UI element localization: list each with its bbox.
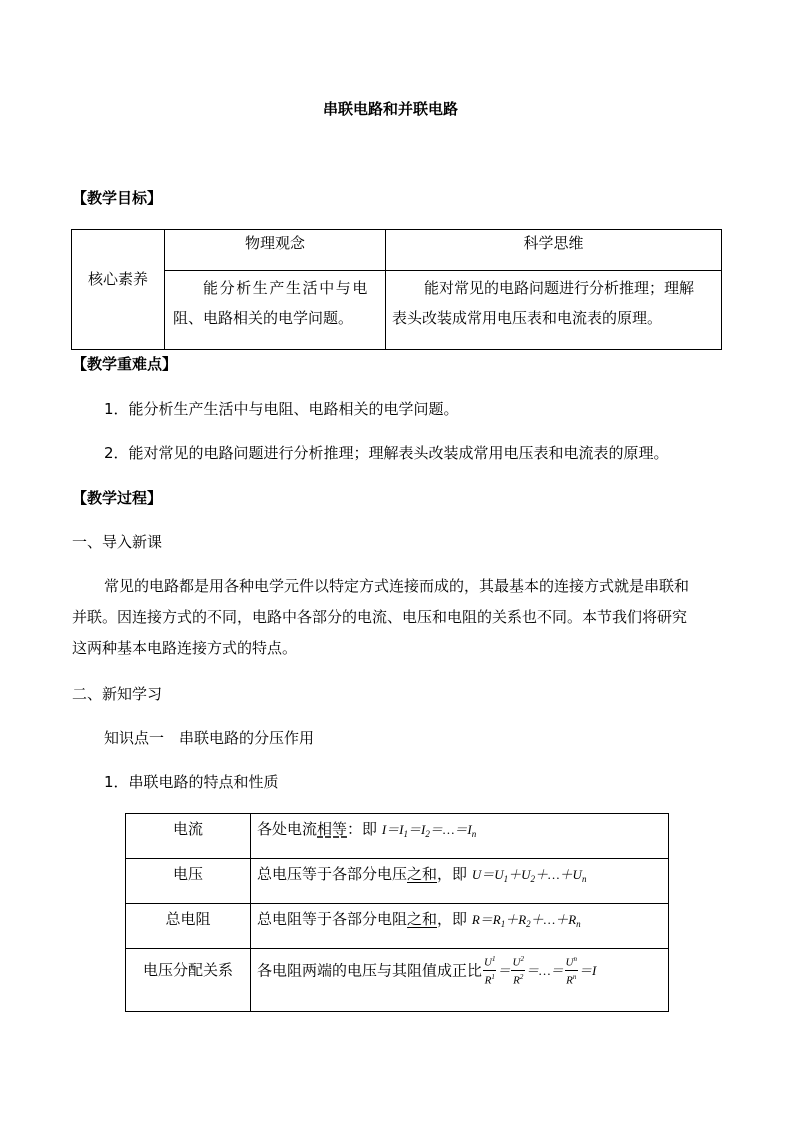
voltage-distribution-text: 各电阻两端的电压与其阻值成正比 (257, 961, 483, 980)
keypoint-2: 2．能对常见的电路问题进行分析推理；理解表头改装成常用电压表和电流表的原理。 (104, 444, 669, 462)
series-row-content (251, 814, 669, 859)
goals-row-label-cell (72, 230, 165, 350)
series-row-content (251, 904, 669, 949)
fraction-u1-r1: $\frac{U^1}{R^1}$ (484, 955, 496, 987)
resistance-formula: $R=R_1+R_2+\dots+R_n$ (471, 912, 581, 929)
goals-col1-header-cell (165, 230, 386, 271)
voltage-keyword: 之和 (407, 865, 438, 883)
keypoint-1: 1．能分析生产生活中与电阻、电路相关的电学问题。 (104, 400, 459, 418)
goals-col2-header: 科学思维 (523, 234, 584, 252)
intro-para-line2: 并联。因连接方式的不同，电路中各部分的电流、电压和电阻的关系也不同。本节我们将研究 (72, 608, 688, 626)
goals-col2-line2: 表头改装成常用电压表和电流表的原理。 (392, 309, 663, 327)
knowledge-sub-1: 1．串联电路的特点和性质 (104, 773, 279, 791)
intro-heading: 一、导入新课 (72, 533, 163, 551)
goals-col2-header-cell (386, 230, 722, 271)
page-title: 串联电路和并联电路 (323, 100, 459, 118)
resistance-label: 总电阻 (165, 910, 211, 928)
section-goals-heading: 【教学目标】 (72, 189, 163, 207)
new-knowledge-heading: 二、新知学习 (72, 685, 163, 703)
voltage-label: 电压 (172, 865, 203, 883)
fraction-un-rn: $\frac{U^n}{R^n}$ (565, 955, 577, 987)
resistance-text: 总电阻等于各部分电阻 (257, 910, 408, 928)
current-text: 各处电流 (257, 820, 318, 838)
current-label: 电流 (172, 820, 203, 838)
resistance-keyword: 之和 (407, 910, 438, 928)
goals-row-label: 核心素养 (87, 270, 148, 288)
current-formula: $I=I_1=I_2=\dots=I_n$ (381, 822, 477, 839)
intro-para-line1: 常见的电路都是用各种电学元件以特定方式连接而成的，其最基本的连接方式就是串联和 (104, 577, 690, 595)
goals-table (71, 229, 722, 350)
goals-col2-line1: 能对常见的电路问题进行分析推理；理解 (424, 279, 695, 297)
voltage-connector: ，即 (437, 865, 472, 883)
voltage-distribution-formula: $\frac{U^1}{R^1}$ ＝ $\frac{U^2}{R^2}$ ＝…＝ $\frac{U^n}{R^n}$ ＝I (484, 955, 597, 987)
goals-col1-body (165, 271, 386, 350)
goals-col1-header: 物理观念 (244, 234, 305, 252)
section-keypoints-heading: 【教学重难点】 (72, 355, 178, 373)
resistance-connector: ，即 (437, 910, 472, 928)
voltage-formula: $U=U_1+U_2+\dots+U_n$ (471, 867, 587, 884)
intro-para-line3: 这两种基本电路连接方式的特点。 (72, 639, 298, 657)
fraction-u2-r2: $\frac{U^2}{R^2}$ (512, 955, 524, 987)
series-row-content (251, 949, 669, 1012)
goals-col2-body (386, 271, 722, 350)
series-row-content (251, 859, 669, 904)
section-process-heading: 【教学过程】 (72, 489, 163, 507)
current-connector: ：即 (347, 820, 382, 838)
knowledge-point-1: 知识点一 串联电路的分压作用 (104, 729, 315, 747)
series-row-label (126, 814, 251, 859)
series-row-label (126, 949, 251, 1012)
current-keyword: 相等 (317, 820, 348, 838)
series-table (125, 813, 669, 1012)
goals-col1-line2: 阻、电路相关的电学问题。 (173, 309, 354, 327)
series-row-label (126, 904, 251, 949)
voltage-distribution-label: 电压分配关系 (142, 961, 233, 979)
goals-col1-line1: 能分析生产生活中与电 (203, 279, 370, 297)
series-row-label (126, 859, 251, 904)
voltage-text: 总电压等于各部分电压 (257, 865, 408, 883)
